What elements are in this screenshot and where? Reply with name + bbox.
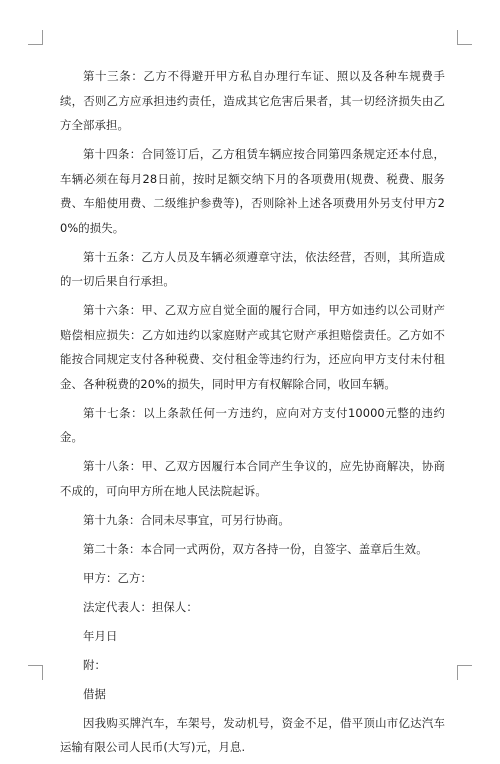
crop-mark-bottom-left bbox=[28, 665, 43, 680]
article-18: 第十八条：甲、乙双方因履行本合同产生争议的，应先协商解决，协商不成的，可向甲方所在地人民法院起诉。 bbox=[60, 459, 445, 498]
iou-title: 借据 bbox=[83, 686, 106, 701]
article-20: 第二十条：本合同一式两份，双方各持一份，自签字、盖章后生效。 bbox=[83, 541, 428, 556]
article-16: 第十六条：甲、乙双方应自觉全面的履行合同，甲方如违约以公司财产赔偿相应损失：乙方如违约以家庭财产或其它财产承担赔偿责任。乙方如不能按合同规定支付各种税费、交付租金等违约行为，还应向甲方支付未付租金、各种税费的20%的损失，同时甲方有权解除合同，收回车辆。 bbox=[60, 303, 445, 391]
representative-line: 法定代表人：担保人： bbox=[83, 599, 198, 614]
date-line: 年月日 bbox=[83, 628, 118, 643]
article-17: 第十七条：以上条款任何一方违约，应向对方支付10000元整的违约金。 bbox=[60, 405, 445, 444]
crop-mark-top-left bbox=[28, 30, 43, 45]
article-19: 第十九条：合同未尽事宜，可另行协商。 bbox=[83, 512, 290, 527]
iou-body: 因我购买牌汽车，车架号，发动机号，资金不足，借平顶山市亿达汽车运输有限公司人民币(大写)元，月息. bbox=[60, 715, 445, 754]
parties-line: 甲方：乙方： bbox=[83, 570, 152, 585]
article-14: 第十四条：合同签订后，乙方租赁车辆应按合同第四条规定还本付息，车辆必须在每月28日前，按时足额交纳下月的各项费用(规费、税费、服务费、车船使用费、二级维护参费等)，否则除补上述各项费用外另支付甲方20%的损失。 bbox=[60, 147, 445, 235]
crop-mark-bottom-right bbox=[457, 665, 472, 680]
document-body bbox=[60, 64, 445, 764]
attachment-label: 附： bbox=[83, 657, 106, 672]
crop-mark-top-right bbox=[457, 30, 472, 45]
article-13: 第十三条：乙方不得避开甲方私自办理行车证、照以及各种车规费手续，否则乙方应承担违约责任，造成其它危害后果者，其一切经济损失由乙方全部承担。 bbox=[60, 69, 445, 132]
article-15: 第十五条：乙方人员及车辆必须遵章守法，依法经营，否则，其所造成的一切后果自行承担。 bbox=[60, 249, 445, 288]
